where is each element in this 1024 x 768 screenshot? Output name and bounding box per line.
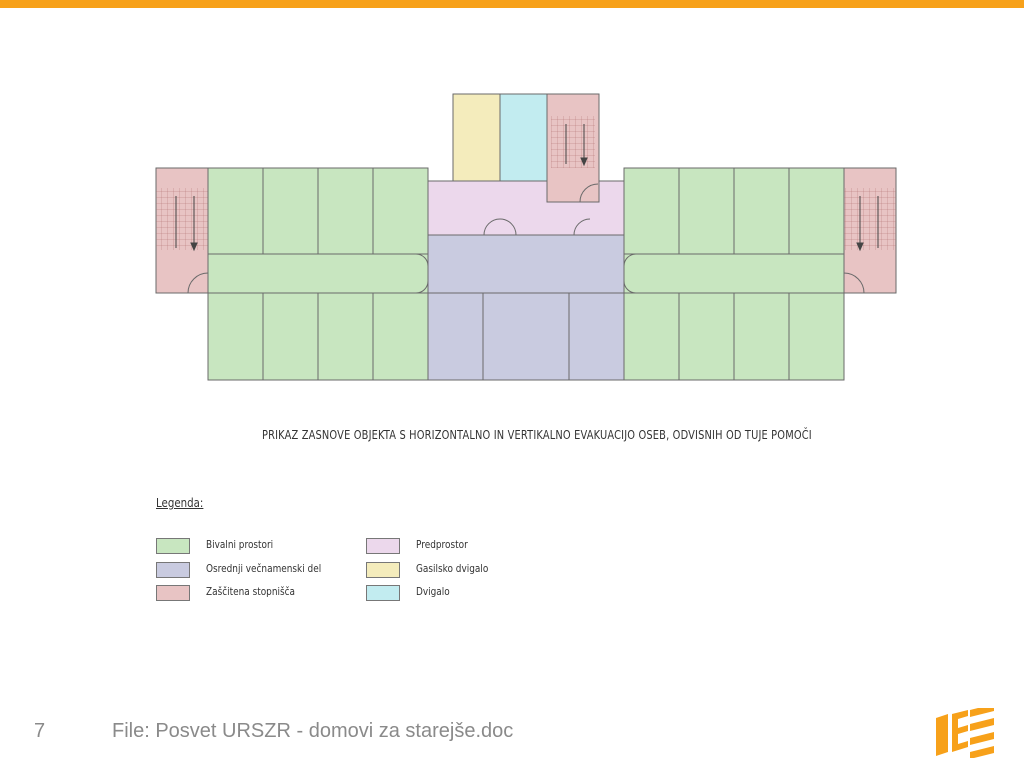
- file-label: File: Posvet URSZR - domovi za starejše.doc: [112, 720, 514, 742]
- legend-swatch: [366, 538, 400, 554]
- legend-label: Bivalni prostori: [206, 539, 274, 551]
- page-number: 7: [34, 720, 46, 742]
- top-stairwell-hatch: [551, 116, 595, 168]
- left-corridor: [208, 254, 428, 293]
- legend-swatch: [156, 562, 190, 578]
- legend-swatch: [156, 538, 190, 554]
- fire-elevator: [453, 94, 500, 181]
- legend-label: Gasilsko dvigalo: [416, 563, 489, 575]
- legend-label: Zaščitena stopnišča: [206, 586, 296, 598]
- central-lower-rooms: [428, 293, 624, 380]
- legend-label: Osrednji večnamenski del: [206, 563, 322, 575]
- central-hall: [428, 235, 624, 293]
- legend-swatch: [366, 585, 400, 601]
- legend-label: Predprostor: [416, 539, 468, 551]
- legend-label: Dvigalo: [416, 586, 450, 598]
- legend-swatch: [366, 562, 400, 578]
- plan-caption: PRIKAZ ZASNOVE OBJEKTA S HORIZONTALNO IN VERTIKALNO EVAKUACIJO OSEB, ODVISNIH OD TUJE POMOČI: [262, 428, 812, 442]
- legend-title: Legenda:: [156, 495, 204, 510]
- elevator: [500, 94, 547, 181]
- right-corridor: [624, 254, 844, 293]
- company-logo-icon: [934, 708, 996, 758]
- left-stairwell-hatch: [156, 188, 208, 250]
- right-stairwell-hatch: [844, 188, 896, 250]
- legend-swatch: [156, 585, 190, 601]
